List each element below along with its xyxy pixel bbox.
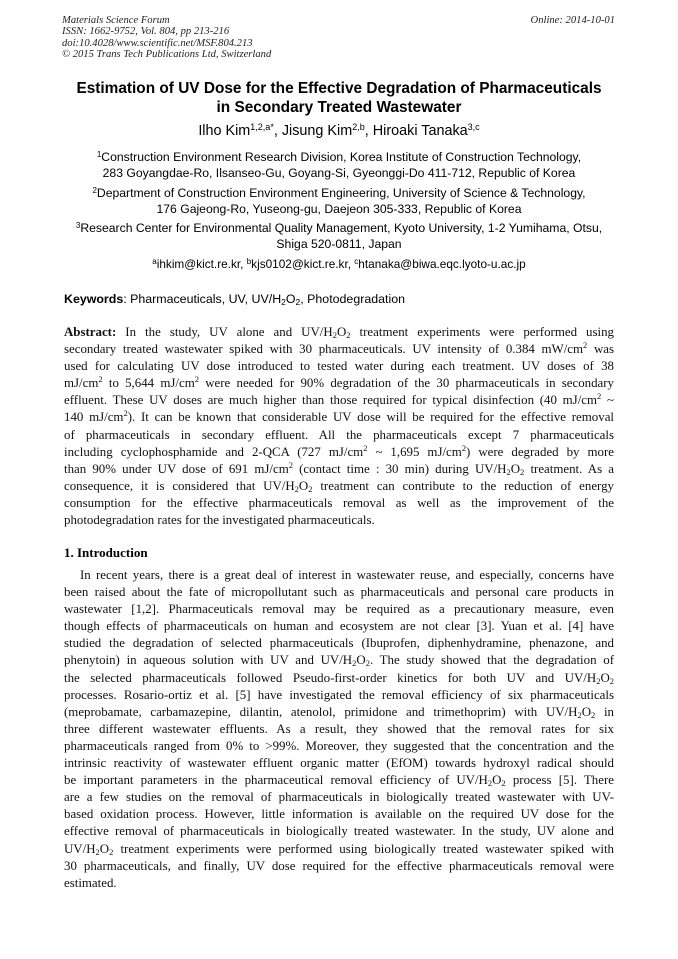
abstract-label: Abstract: xyxy=(64,325,117,339)
text-run: : Pharmaceuticals, UV, UV/H xyxy=(123,292,282,306)
journal-doi: doi:10.4028/www.scientific.net/MSF.804.213 xyxy=(62,37,253,49)
subscript: 2 xyxy=(332,330,337,340)
text-run: 30 pharmaceuticals, and finally, UV dose required for the effective pharmaceuticals removal were xyxy=(64,858,614,873)
abstract xyxy=(64,324,614,529)
superscript: 2 xyxy=(363,442,368,453)
affiliation-line: $^1$Construction Environment Research Division, Korea Institute of Construction Technology, xyxy=(96,150,582,164)
email-address: kjs0102@kict.re.kr xyxy=(251,257,348,271)
subscript: 2 xyxy=(109,846,114,857)
text-run: O xyxy=(298,478,309,493)
text-run: treatment can contribute to the reduction of energy xyxy=(312,478,614,493)
superscript: 2 xyxy=(288,459,293,470)
section-heading: 1. Introduction xyxy=(64,545,148,560)
subscript: 2 xyxy=(365,658,370,669)
subscript: 2 xyxy=(308,483,313,494)
affiliation-1 xyxy=(40,149,638,181)
text-run: O xyxy=(581,704,592,719)
subscript: 2 xyxy=(577,709,582,720)
intro-line xyxy=(64,823,614,840)
intro-line xyxy=(64,875,614,892)
text-run: used for calculating UV dose introduced to tested water during each treatment. UV doses of 38 xyxy=(64,359,614,374)
text-run: was xyxy=(587,342,614,357)
text-run: effluent. These UV doses are much higher than those required for typical disinfection (40 mJ/cm xyxy=(64,393,598,408)
superscript: 2 xyxy=(461,442,467,453)
affiliation-line: 283 Goyangdae-Ro, Ilsanseo-Gu, Goyang-Si, Gyeonggi-Do 411-712, Republic of Korea xyxy=(102,166,576,180)
subscript: 2 xyxy=(596,675,601,686)
text-run: secondary treated wastewater spiked with 30 pharmaceuticals. UV intensity of 0.384 mW/cm xyxy=(64,342,584,357)
author-name: Jisung Kim xyxy=(281,123,353,139)
text-run: O xyxy=(285,292,296,306)
intro-line xyxy=(64,772,614,789)
intro-line xyxy=(64,618,614,635)
superscript: 2 xyxy=(123,408,128,419)
text-run: treatment. As a xyxy=(524,461,614,476)
author-marker: 1,2,a* xyxy=(250,122,274,132)
subscript: 2 xyxy=(591,709,596,720)
superscript: 2 xyxy=(98,374,103,385)
text-run: , Photodegradation xyxy=(300,292,405,306)
online-date: Online: 2014-10-01 xyxy=(530,15,615,26)
title-line: Estimation of UV Dose for the Effective Degradation of Pharmaceuticals xyxy=(76,80,602,97)
abstract-line xyxy=(64,409,614,426)
affiliation-line: Shiga 520-0811, Japan xyxy=(276,237,402,251)
abstract-line xyxy=(64,495,614,512)
email-address: htanaka@biwa.eqc.lyoto-u.ac.jp xyxy=(358,257,526,271)
keywords-label: Keywords xyxy=(64,292,124,306)
text-run: photodegradation rates for the investigated pharmaceuticals. xyxy=(64,513,375,528)
text-run: treatment experiments were performed using xyxy=(350,325,614,339)
text-run: O xyxy=(600,670,610,685)
text-run: (contact time : 30 min) during UV/H xyxy=(292,461,507,476)
intro-line xyxy=(64,635,614,652)
text-run: are a few studies on the removal of pharmaceuticals in biologically treated wastewater with UV- xyxy=(64,790,614,805)
subscript: 2 xyxy=(294,483,299,494)
superscript: 2 xyxy=(597,391,602,402)
text-run: though effects of pharmaceuticals on human and ecosystem are not clear [3]. Yuan et al. [4] have xyxy=(64,619,614,634)
intro-line xyxy=(64,738,614,755)
text-run: be important parameters in the pharmaceutical removal efficiency of UV/H xyxy=(64,773,488,788)
journal-info xyxy=(62,15,271,61)
author-name: Ilho Kim xyxy=(198,123,251,139)
text-run: of pharmaceuticals in secondary effluent. All the pharmaceuticals except 7 pharmaceuticals xyxy=(64,427,614,442)
text-run: three different wastewater effluents. As a result, they showed that the removal rates for six xyxy=(64,721,614,736)
text-run: O xyxy=(492,773,502,788)
subscript: 2 xyxy=(501,778,506,789)
text-run: O xyxy=(356,653,366,668)
text-run: consumption for the effective pharmaceuticals removal as well as the improvement of the xyxy=(64,495,614,510)
author-marker: 3,c xyxy=(467,122,480,132)
author-emails: $^a$ihkim@kict.re.kr, $^b$kjs0102@kict.re.kr, $^c$htanaka@biwa.eqc.lyoto-u.ac.jp xyxy=(152,257,526,271)
subscript: 2 xyxy=(281,297,286,307)
superscript: 2 xyxy=(583,340,588,351)
text-run: ). It can be known that considerable UV dose will be required for the effective removal xyxy=(127,410,614,425)
superscript: 2 xyxy=(194,374,199,385)
email-marker: b xyxy=(246,257,252,266)
text-run: phenytoin) in aqueous solution with UV and UV/H xyxy=(64,653,353,668)
affiliation-line: 176 Gajeong-Ro, Yuseong-gu, Daejeon 305-333, Republic of Korea xyxy=(156,202,522,216)
intro-line xyxy=(64,721,614,738)
affiliation-marker: 1 xyxy=(96,150,102,159)
author-marker: 2,b xyxy=(352,122,365,132)
keywords xyxy=(64,291,405,307)
affiliation-line: $^2$Department of Construction Environment Engineering, University of Science & Technology, xyxy=(92,186,586,200)
abstract-line xyxy=(64,427,614,444)
text-run: consequence, it is considered that UV/H xyxy=(64,478,295,493)
text-run: pharmaceuticals ranged from 0% to >99%. Moreover, they suggested that the concentration and the xyxy=(64,738,614,753)
intro-line xyxy=(64,789,614,806)
text-run: processes. Rosario-ortiz et al. [5] have investigated the removal efficiency of six pharmaceuticals xyxy=(64,687,614,702)
affiliation-marker: 3 xyxy=(75,221,81,230)
intro-line xyxy=(64,841,614,858)
text-run: were needed for 90% degradation of the 30 pharmaceuticals in secondary xyxy=(198,376,614,391)
intro-line xyxy=(64,858,614,875)
affiliation-line: $^3$Research Center for Environmental Quality Management, Kyoto University, 1-2 Yumihama, Otsu, xyxy=(75,221,603,235)
intro-line xyxy=(64,670,614,687)
subscript: 2 xyxy=(520,466,525,477)
journal-issn: ISSN: 1662-9752, Vol. 804, pp 213-216 xyxy=(62,26,230,38)
text-run: ~ xyxy=(601,393,614,408)
text-run: the selected pharmaceuticals followed Pseudo-first-order kinetics for both UV and UV/H xyxy=(64,670,597,685)
affiliation-marker: 2 xyxy=(92,186,97,195)
email-marker: a xyxy=(152,257,157,266)
text-run: In recent years, there is a great deal of interest in wastewater reuse, and especially, concerns have xyxy=(80,568,614,582)
intro-line xyxy=(64,567,614,584)
author-name: Hiroaki Tanaka xyxy=(372,123,468,139)
text-run: studied the degradation of selected pharmaceuticals (Ibuprofen, diphenhydramine, phenazone, and xyxy=(64,636,614,651)
affiliation-3 xyxy=(40,220,638,252)
text-run: ~ 1,695 mJ/cm xyxy=(367,444,462,459)
text-run: intrinsic reactivity of wastewater effluent organic matter (EfOM) towards hydroxyl radical should xyxy=(64,756,614,771)
text-run: mJ/cm xyxy=(64,376,99,391)
text-run: based oxidation process. However, little information is available on the required UV dose for the xyxy=(64,807,614,822)
introduction-text xyxy=(64,567,614,892)
text-run: process [5]. There xyxy=(505,773,614,788)
subscript: 2 xyxy=(609,675,614,686)
intro-line xyxy=(64,755,614,772)
abstract-line xyxy=(64,324,614,341)
affiliation-2 xyxy=(40,185,638,217)
paper-title xyxy=(40,79,638,117)
text-run: O xyxy=(336,325,347,339)
text-run: to 5,644 mJ/cm xyxy=(102,376,195,391)
text-run: (meprobamate, carbamazepine, dilantin, atenolol, primidone and trimethoprim) with UV/H xyxy=(64,704,578,719)
abstract-line xyxy=(64,392,614,409)
text-run: . The study showed that the degradation of xyxy=(369,653,614,668)
intro-line xyxy=(64,704,614,721)
text-run: been raised about the fate of micropollutant such as pharmaceuticals and personal care products in xyxy=(64,585,614,600)
subscript: 2 xyxy=(352,658,357,669)
journal-name: Materials Science Forum xyxy=(62,15,170,26)
intro-line xyxy=(64,652,614,669)
intro-line xyxy=(64,687,614,704)
text-run: effective removal of pharmaceuticals in biologically treated wastewater. In the study, UV alone and xyxy=(64,824,614,839)
text-run: O xyxy=(99,841,110,856)
abstract-line xyxy=(64,444,614,461)
text-run: than 90% under UV dose of 691 mJ/cm xyxy=(64,461,289,476)
text-run: estimated. xyxy=(64,875,117,890)
text-run: in xyxy=(595,704,614,719)
email-marker: c xyxy=(354,257,359,266)
text-run: treatment experiments were performed using biologically treated wastewater spiked with xyxy=(113,841,614,856)
text-run: including cyclophosphamide and 2-QCA (727 mJ/cm xyxy=(64,444,364,459)
abstract-line xyxy=(64,375,614,392)
abstract-line xyxy=(64,461,614,478)
subscript: 2 xyxy=(506,466,511,477)
subscript: 2 xyxy=(346,330,351,340)
intro-line xyxy=(64,601,614,618)
text-run: In the study, UV alone and UV/H xyxy=(116,325,333,339)
text-run: O xyxy=(510,461,521,476)
intro-line xyxy=(64,584,614,601)
text-run: ) were degraded by more xyxy=(466,444,614,459)
abstract-line xyxy=(64,512,614,529)
text-run: 140 mJ/cm xyxy=(64,410,124,425)
abstract-line xyxy=(64,341,614,358)
subscript: 2 xyxy=(487,778,493,789)
journal-copyright: © 2015 Trans Tech Publications Ltd, Switzerland xyxy=(62,49,272,61)
text-run: UV/H xyxy=(64,841,96,856)
subscript: 2 xyxy=(95,846,100,857)
intro-line xyxy=(64,806,614,823)
abstract-line xyxy=(64,358,614,375)
email-address: ihkim@kict.re.kr xyxy=(156,257,241,271)
text-run: wastewater [1,2]. Pharmaceuticals removal may be required as a precautionary measure, even xyxy=(64,602,614,617)
author-list: Ilho Kim$^{1,2,a*}$, Jisung Kim$^{2,b}$, Hiroaki Tanaka$^{3,c}$ xyxy=(198,122,480,139)
title-line: in Secondary Treated Wastewater xyxy=(216,99,462,116)
abstract-line xyxy=(64,478,614,495)
subscript: 2 xyxy=(295,297,301,307)
